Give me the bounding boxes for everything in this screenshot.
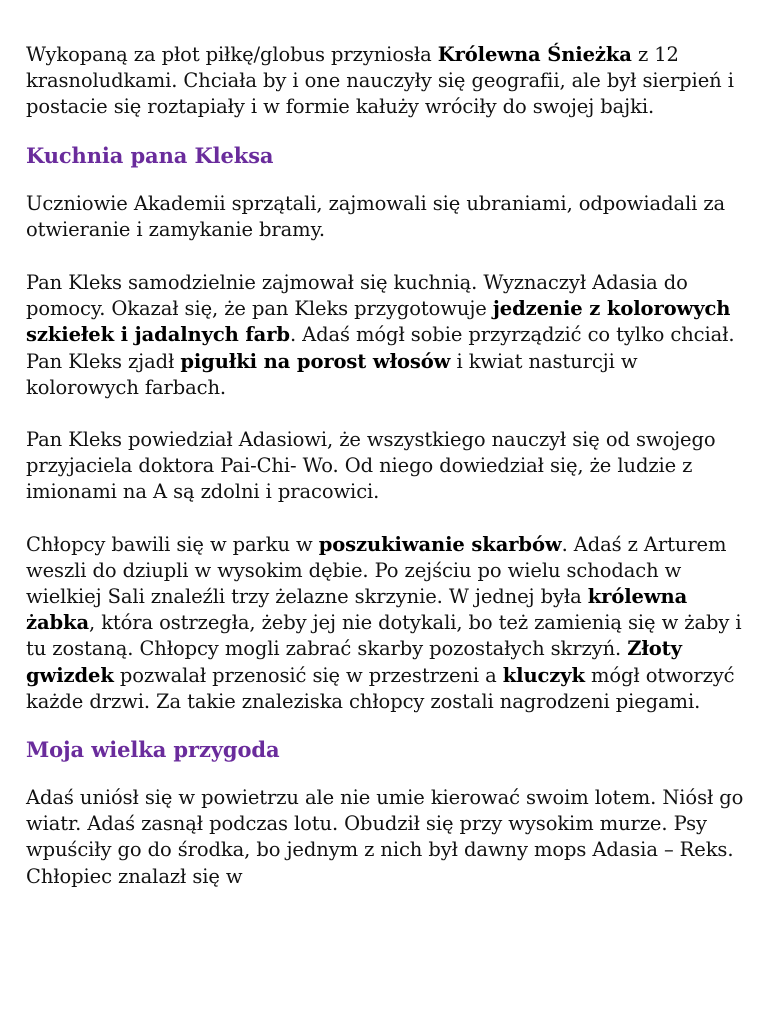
bold-phrase: pigułki na porost włosów	[180, 349, 451, 373]
paragraph-kleks-kitchen	[26, 270, 748, 401]
document-page	[26, 34, 748, 890]
text-run: , która ostrzegła, żeby jej nie dotykali, bo też zamienią się w żaby i tu zostaną. Chłopcy mogli zabrać skarby pozostałych skrzyń.	[26, 611, 742, 661]
bold-phrase: Złoty gwizdek	[26, 637, 682, 687]
paragraph-students-duties	[26, 191, 748, 243]
text-run: . Adaś z Arturem weszli do dziupli w wysokim dębie. Po zejściu po wielu schodach w wielkiej Sali znaleźli trzy żelazne skrzynie. W jednej była	[26, 532, 727, 609]
paragraph-treasure-hunt	[26, 532, 748, 715]
text-run: Chłopcy bawili się w parku w	[26, 532, 319, 556]
text-run: Adaś uniósł się w powietrzu ale nie umie kierować swoim lotem. Niósł go wiatr. Adaś zasnął podczas lotu. Obudził się przy wysokim murze. Psy wpuściły go do środka, bo jednym z nich był dawny mops Adasia – Reks. Chłopiec znalazł się w	[26, 786, 744, 888]
bold-phrase: jedzenie z kolorowych szkiełek i jadalnych farb	[26, 297, 731, 347]
text-run: z 12 krasnoludkami. Chciała by i one nauczyły się geografii, ale był sierpień i postacie się roztapiały i w formie kałuży wróciły do swojej bajki.	[26, 43, 734, 119]
text-run: Wykopaną za płot piłkę/globus przyniosła	[26, 43, 438, 66]
bold-phrase: królewna żabka	[26, 585, 688, 635]
text-run: mógł otworzyć każde drzwi. Za takie znaleziska chłopcy zostali nagrodzeni piegami.	[26, 663, 735, 713]
text-run: Uczniowie Akademii sprzątali, zajmowali się ubraniami, odpowiadali za otwieranie i zamykanie bramy.	[26, 191, 726, 241]
section-heading-kitchen: Kuchnia pana Kleksa	[26, 142, 274, 168]
text-run: . Adaś mógł sobie przyrządzić co tylko chciał. Pan Kleks zjadł	[26, 323, 735, 373]
text-run: Pan Kleks samodzielnie zajmował się kuchnią. Wyznaczył Adasia do pomocy. Okazał się, że pan Kleks przygotowuje	[26, 271, 688, 321]
bold-phrase: Królewna Śnieżka	[437, 43, 632, 66]
text-run: i kwiat nasturcji w kolorowych farbach.	[26, 349, 638, 399]
bold-phrase: kluczyk	[502, 663, 585, 687]
bold-phrase: poszukiwanie skarbów	[318, 532, 562, 556]
text-run: pozwalał przenosić się w przestrzeni a	[113, 663, 503, 687]
text-run: Pan Kleks powiedział Adasiowi, że wszystkiego nauczył się od swojego przyjaciela doktora Pai-Chi- Wo. Od niego dowiedział się, że ludzie z imionami na A są zdolni i pracowici.	[26, 428, 716, 504]
paragraph-adas-flight	[26, 785, 748, 890]
paragraph-snow-white	[26, 42, 748, 121]
section-heading-adventure: Moja wielka przygoda	[26, 737, 280, 763]
paragraph-pai-chi-wo	[26, 427, 748, 506]
